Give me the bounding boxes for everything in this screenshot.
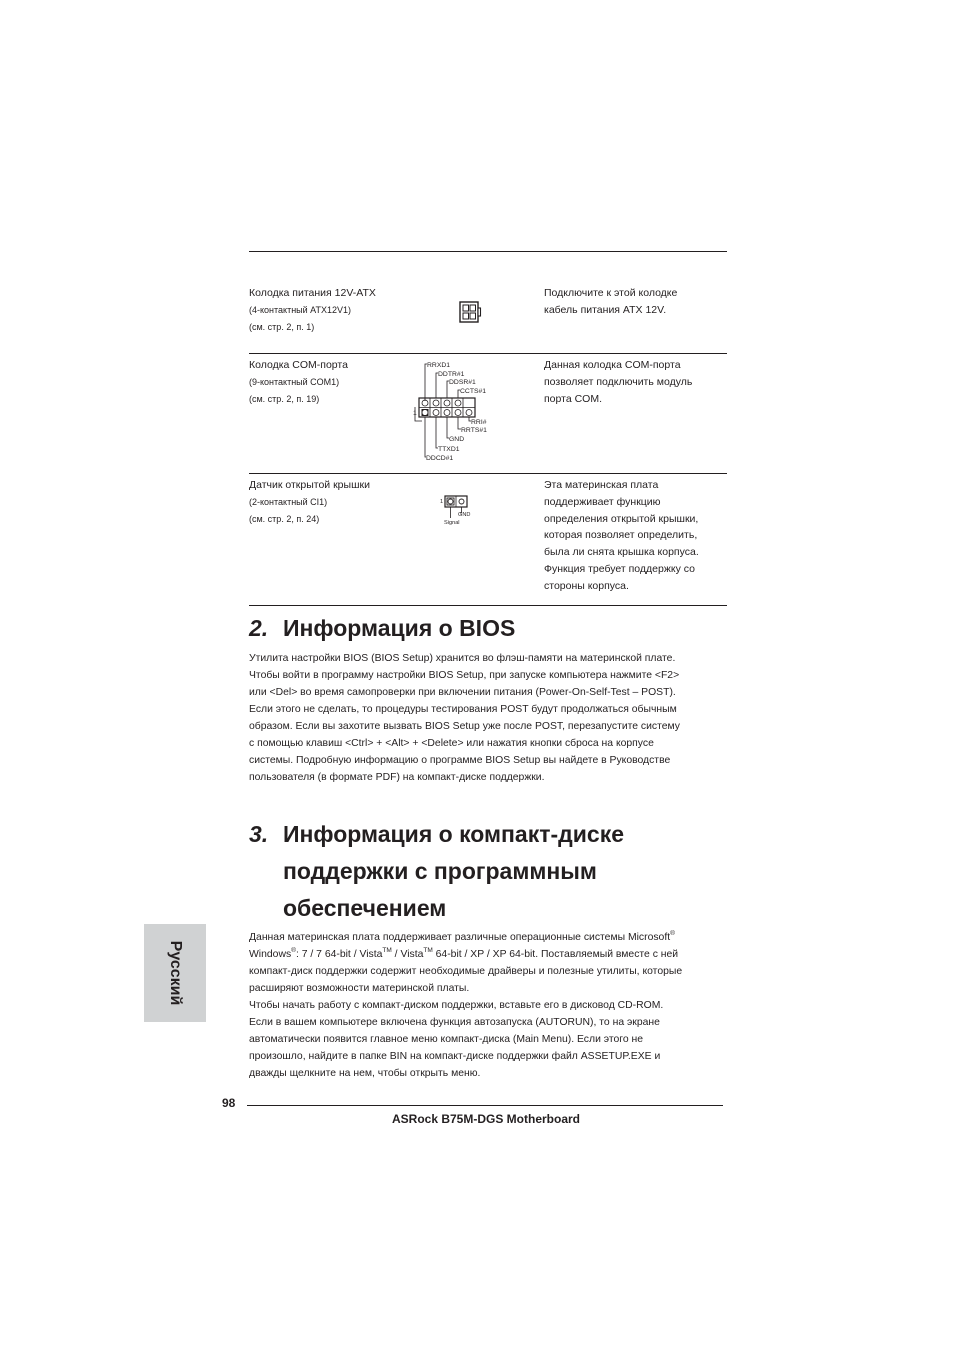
connector-name: Колодка питания 12V-ATX xyxy=(249,287,376,299)
description-line: позволяет подключить модуль xyxy=(544,375,693,388)
pin-label: GND xyxy=(449,436,465,443)
section-heading xyxy=(249,610,729,647)
paragraph-line xyxy=(249,929,729,946)
atx12v-connector-icon xyxy=(458,300,484,326)
line-text: / Vista xyxy=(391,949,424,960)
paragraph-line: Утилита настройки BIOS (BIOS Setup) хранится во флэш-памяти на материнской плате. xyxy=(249,653,676,664)
section-heading xyxy=(249,816,729,927)
footer-rule xyxy=(247,1105,723,1106)
paragraph-line: Если в вашем компьютере включена функция автозапуска (AUTORUN), то на экране xyxy=(249,1017,660,1028)
table-row xyxy=(249,285,449,335)
paragraph-line xyxy=(249,946,729,963)
description-line: которая позволяет определить, xyxy=(544,529,698,542)
trademark-mark: TM xyxy=(382,947,392,954)
description-line: поддерживает функцию xyxy=(544,495,661,508)
pin-label: RRI# xyxy=(471,419,487,426)
cd-paragraph xyxy=(249,929,729,1082)
row-divider xyxy=(249,353,727,354)
paragraph-line: системы. Подробную информацию о программе BIOS Setup вы найдете в Руководстве xyxy=(249,755,671,766)
description-line: кабель питания ATX 12V. xyxy=(544,303,667,316)
connector-spec: (4-контактный ATX12V1) xyxy=(249,304,352,315)
footer-product: ASRock B75M-DGS Motherboard xyxy=(391,1112,581,1126)
line-text: Windows xyxy=(249,949,292,960)
paragraph-line: образом. Если вы захотите вызвать BIOS Setup уже после POST, перезапустите систему xyxy=(249,721,681,732)
row-description xyxy=(544,285,724,319)
registered-mark: ® xyxy=(291,947,296,954)
paragraph-line: пользователя (в формате PDF) на компакт-диске поддержки. xyxy=(249,772,545,783)
page-reference: (см. стр. 2, п. 1) xyxy=(249,321,315,332)
section-title-line: Информация о компакт-диске xyxy=(283,821,624,847)
description-line: Данная колодка COM-порта xyxy=(544,359,681,371)
paragraph-line: Чтобы войти в программу настройки BIOS Setup, при запуске компьютера нажмите <F2> xyxy=(249,670,680,681)
table-row xyxy=(249,477,449,527)
line-text: 64-bit / XP / XP 64-bit. Поставляемый вместе с ней xyxy=(432,949,679,960)
pin-label: GND xyxy=(458,512,471,518)
description-line: порта COM. xyxy=(544,392,602,405)
bios-paragraph xyxy=(249,650,729,786)
pin-label: DDTR#1 xyxy=(438,371,465,378)
pin-label: DDSR#1 xyxy=(449,379,476,386)
paragraph-line: компакт-диск поддержки содержит необходимые драйверы и полезные утилиты, которые xyxy=(249,966,683,977)
description-line: определения открытой крышки, xyxy=(544,512,699,525)
connector-spec: (9-контактный COM1) xyxy=(249,376,340,387)
pin-label: DDCD#1 xyxy=(426,455,454,462)
language-tab xyxy=(144,924,206,1022)
section-title-line: поддержки с программным xyxy=(283,858,597,884)
description-line: Подключите к этой колодке xyxy=(544,287,678,299)
line-text: : 7 / 7 64-bit / Vista xyxy=(295,949,383,960)
row-description xyxy=(544,357,724,407)
pin-label: TTXD1 xyxy=(438,446,460,453)
paragraph-line: автоматически появится главное меню компакт-диска (Main Menu). Если этого не xyxy=(249,1034,643,1045)
page-reference: (см. стр. 2, п. 24) xyxy=(249,513,320,524)
page-reference: (см. стр. 2, п. 19) xyxy=(249,393,320,404)
language-tab-label: Русский xyxy=(167,940,184,1006)
connector-spec: (2-контактный CI1) xyxy=(249,496,328,507)
pin-label: RRTS#1 xyxy=(461,427,487,434)
paragraph-line: произошло, найдите в папке BIN на компакт-диске поддержки файл ASSETUP.EXE и xyxy=(249,1051,661,1062)
registered-mark: ® xyxy=(670,930,675,937)
pin-label: CCTS#1 xyxy=(460,388,487,395)
section-number: 3. xyxy=(249,821,269,847)
paragraph-line: с помощью клавиш <Ctrl> + <Alt> + <Delete> или нажатия кнопки сброса на корпусе xyxy=(249,738,654,749)
section-number: 2. xyxy=(249,615,269,641)
pin1-label: 1 xyxy=(413,410,417,417)
pin1-label: 1 xyxy=(440,499,444,505)
paragraph-line: Если этого не сделать, то процедуры тестирования POST будут продолжаться обычным xyxy=(249,704,677,715)
com-port-header-diagram xyxy=(408,358,492,464)
trademark-mark: TM xyxy=(423,947,433,954)
section-title-line: обеспечением xyxy=(283,895,447,921)
row-description xyxy=(544,477,724,595)
top-rule xyxy=(249,251,727,252)
description-line: Эта материнская плата xyxy=(544,479,659,491)
description-line: Функция требует поддержку со xyxy=(544,562,695,575)
connector-name: Датчик открытой крышки xyxy=(249,479,370,491)
paragraph-line: расширяют возможности материнской платы. xyxy=(249,983,470,994)
paragraph-line: дважды щелкните на нем, чтобы открыть меню. xyxy=(249,1068,481,1079)
paragraph-line: или <Del> во время самопроверки при включении питания (Power-On-Self-Test – POST). xyxy=(249,687,676,698)
chassis-intrusion-header-diagram xyxy=(436,492,476,528)
connector-name: Колодка COM-порта xyxy=(249,359,348,371)
page-number: 98 xyxy=(222,1096,236,1110)
pin-label: RRXD1 xyxy=(427,362,451,369)
description-line: была ли снята крышка корпуса. xyxy=(544,546,699,559)
row-divider xyxy=(249,473,727,474)
row-divider xyxy=(249,605,727,606)
line-text: Данная материнская плата поддерживает различные операционные системы Microsoft xyxy=(249,932,671,943)
paragraph-line: Чтобы начать работу с компакт-диском поддержки, вставьте его в дисковод CD-ROM. xyxy=(249,1000,664,1011)
description-line: стороны корпуса. xyxy=(544,579,629,592)
pin-label: Signal xyxy=(444,520,460,526)
section-title: Информация о BIOS xyxy=(283,615,516,641)
